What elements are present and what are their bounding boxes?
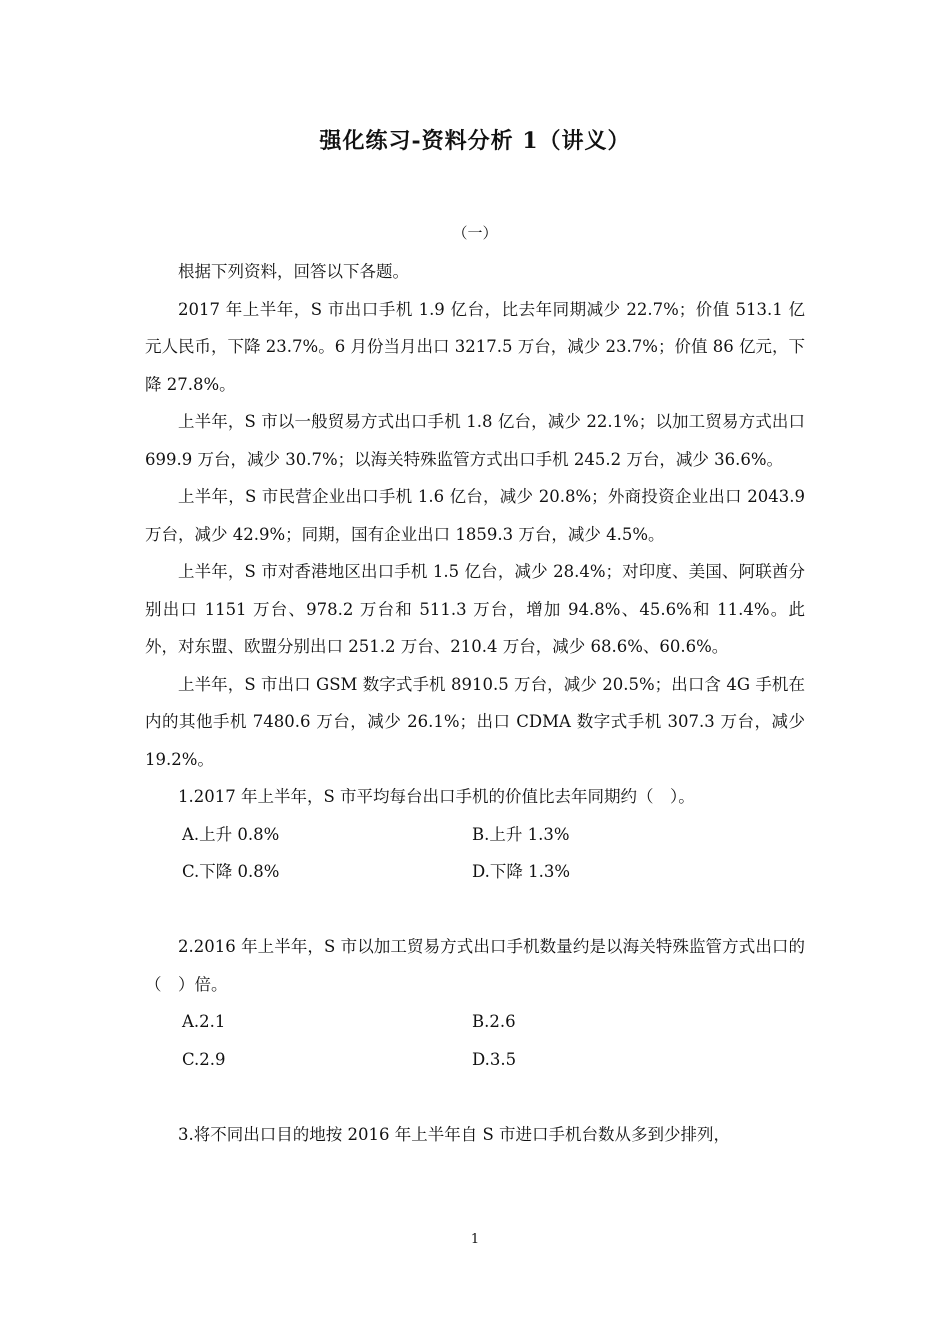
material-paragraph: 上半年，S 市以一般贸易方式出口手机 1.8 亿台，减少 22.1%；以加工贸易方式出口 699.9 万台，减少 30.7%；以海关特殊监管方式出口手机 245.2 万台，减少 36.6%。 (145, 412, 805, 469)
document-body (145, 253, 805, 1153)
question-1 (145, 778, 805, 891)
question-stem: 2.2016 年上半年，S 市以加工贸易方式出口手机数量约是以海关特殊监管方式出口的（ ）倍。 (145, 937, 805, 994)
question-2 (145, 928, 805, 1078)
option-b: B.上升 1.3% (472, 824, 570, 844)
option-d: D.下降 1.3% (472, 862, 571, 881)
section-label: （一） (452, 224, 498, 242)
material-paragraph: 上半年，S 市对香港地区出口手机 1.5 亿台，减少 28.4%；对印度、美国、阿联酋分别出口 1151 万台、978.2 万台和 511.3 万台，增加 94.8%、45.6%和 11.4%。此外，对东盟、欧盟分别出口 251.2 万台、210.4 万台，减少 68.6%、60.6%。 (145, 562, 805, 656)
option-a: A.2.1 (182, 1012, 226, 1031)
question-stem: 1.2017 年上半年，S 市平均每台出口手机的价值比去年同期约（ ）。 (178, 787, 695, 806)
question-options (145, 1003, 805, 1078)
material-paragraph: 2017 年上半年，S 市出口手机 1.9 亿台，比去年同期减少 22.7%；价值 513.1 亿元人民币，下降 23.7%。6 月份当月出口 3217.5 万台，减少 23.7%；价值 86 亿元，下降 27.8%。 (145, 299, 805, 394)
option-c: C.下降 0.8% (182, 862, 280, 881)
option-c: C.2.9 (182, 1049, 226, 1069)
option-d: D.3.5 (472, 1049, 517, 1069)
question-options (145, 816, 805, 891)
option-b: B.2.6 (472, 1012, 516, 1031)
material-paragraph: 上半年，S 市出口 GSM 数字式手机 8910.5 万台，减少 20.5%；出口含 4G 手机在内的其他手机 7480.6 万台，减少 26.1%；出口 CDMA 数字式手机 307.3 万台，减少 19.2%。 (145, 674, 805, 769)
option-a: A.上升 0.8% (182, 824, 280, 844)
page-number: 1 (470, 1232, 480, 1247)
question-3 (145, 1116, 805, 1154)
question-stem: 3.将不同出口目的地按 2016 年上半年自 S 市进口手机台数从多到少排列， (178, 1124, 731, 1144)
material-paragraph: 上半年，S 市民营企业出口手机 1.6 亿台，减少 20.8%；外商投资企业出口 2043.9 万台，减少 42.9%；同期，国有企业出口 1859.3 万台，减少 4.5%。 (145, 487, 805, 544)
document-title: 强化练习-资料分析 1（讲义） (319, 128, 631, 154)
intro-text: 根据下列资料，回答以下各题。 (178, 262, 409, 281)
